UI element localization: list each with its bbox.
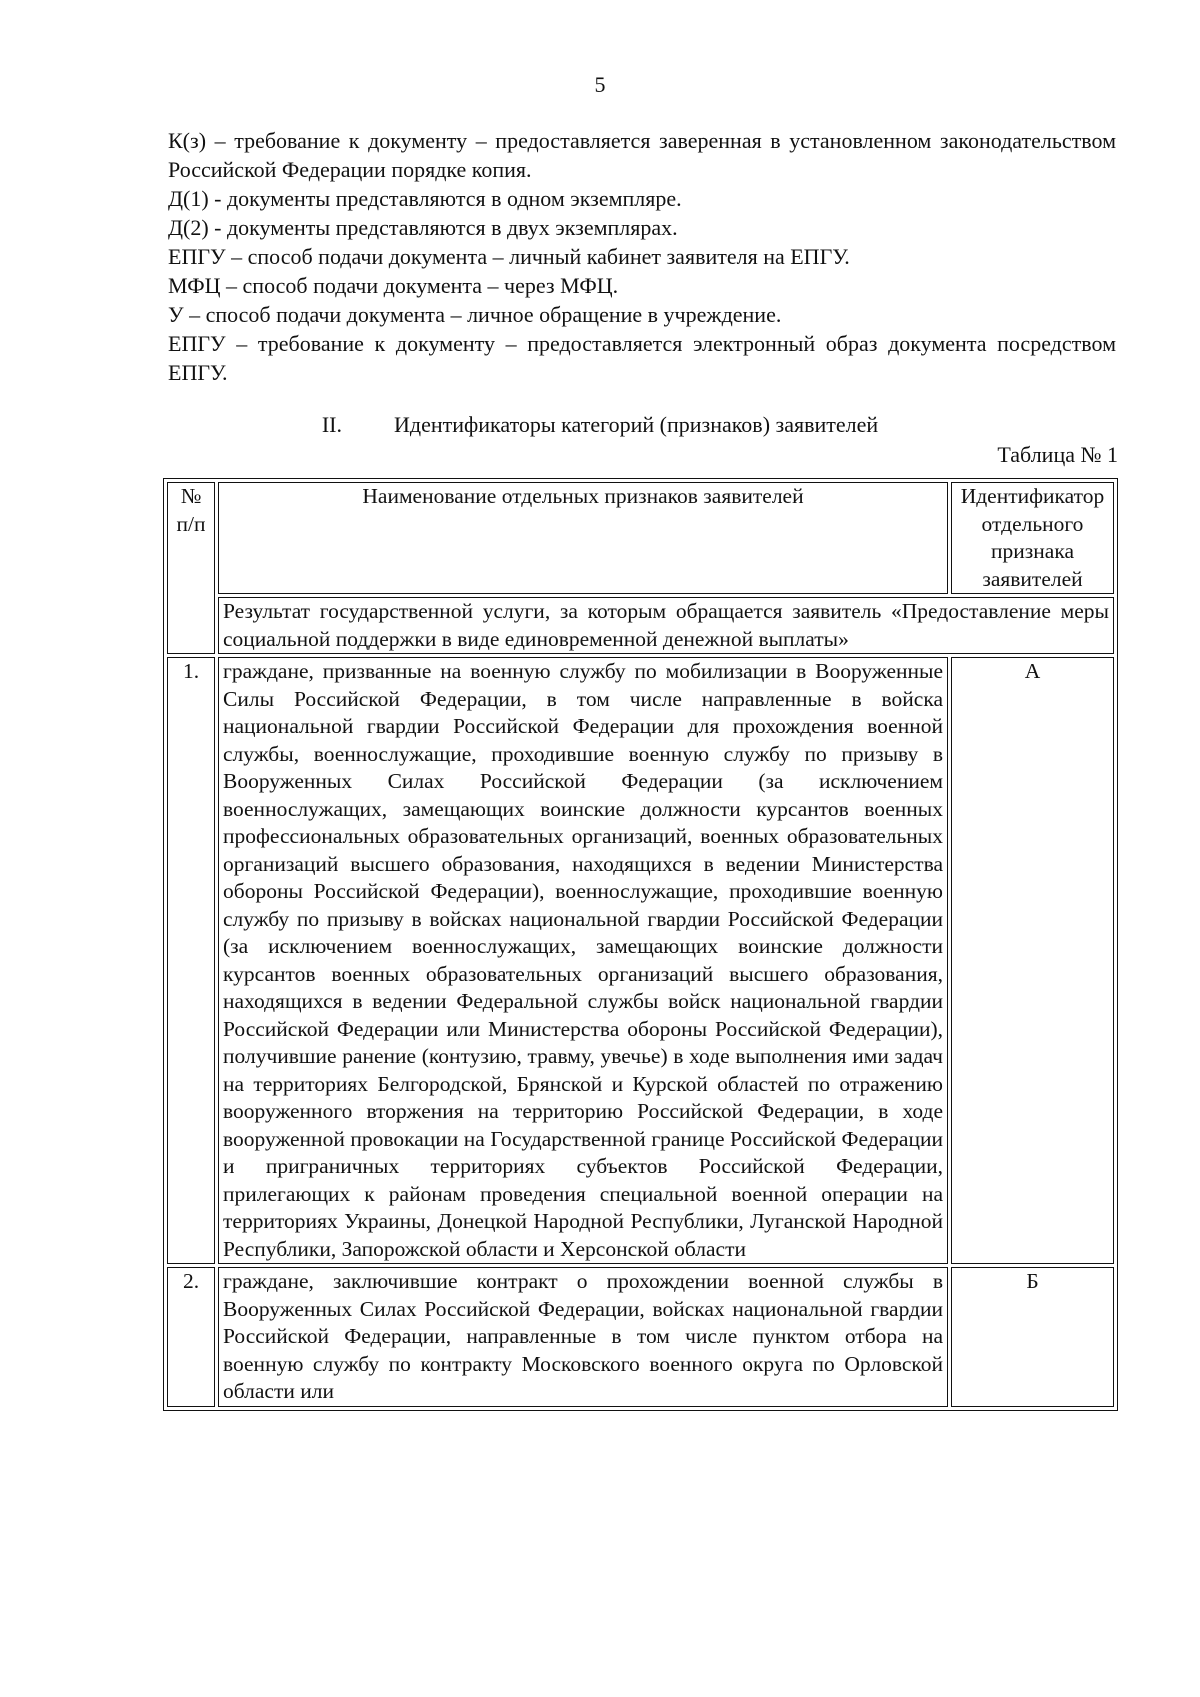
row-description: граждане, призванные на военную службу по мобилизации в Вооруженные Силы Российской Федерации, в том числе направленные в войска национальной гвардии Российской Федерации для прохождения военной службы, военнослужащие, проходившие военную службу по призыву в Вооруженных Силах Российской Федерации (за исключением военнослужащих, замещающих воинские должности курсантов военных профессиональных образовательных организаций, военных образовательных организаций высшего образования, находящихся в ведении Министерства обороны Российской Федерации), военнослужащие, проходившие военную службу по призыву в войсках национальной гвардии Российской Федерации (за исключением военнослужащих, замещающих воинские должности курсантов военных образовательных организаций высшего образования, находящихся в ведении Федеральной службы войск национальной гвардии Российской Федерации или Министерства обороны Российской Федерации), получившие ранение (контузию, травму, увечье) в ходе выполнения ими задач на территориях Белгородской, Брянской и Курской областей по отражению вооруженного вторжения на территорию Российской Федерации, в ходе вооруженной провокации на Государственной границе Российской Федерации и приграничных территориях субъектов Российской Федерации, прилегающих к районам проведения специальной военной операции на территориях Украины, Донецкой Народной Республики, Луганской Народной Республики, Запорожской области и Херсонской области bbox=[218, 657, 948, 1264]
row-description: граждане, заключившие контракт о прохождении военной службы в Вооруженных Силах Российской Федерации, войсках национальной гвардии Российской Федерации, направленные в том числе пунктом отбора на военную службу по контракту Московского военного округа по Орловской области или bbox=[218, 1267, 948, 1407]
abbreviation-legend bbox=[168, 126, 1116, 387]
legend-item: МФЦ – способ подачи документа – через МФЦ. bbox=[168, 273, 619, 298]
row-number: 1. bbox=[167, 657, 215, 1264]
table-caption: Таблица № 1 bbox=[997, 442, 1118, 467]
legend-item: Д(2) - документы представляются в двух экземплярах. bbox=[168, 215, 678, 240]
header-name: Наименование отдельных признаков заявителей bbox=[218, 482, 948, 594]
result-description: Результат государственной услуги, за которым обращается заявитель «Предоставление меры социальной поддержки в виде единовременной денежной выплаты» bbox=[218, 597, 1114, 654]
applicant-categories-table bbox=[163, 478, 1118, 1411]
row-identifier: Б bbox=[951, 1267, 1114, 1407]
table-row bbox=[167, 1267, 1114, 1407]
legend-item: ЕПГУ – требование к документу – предоставляется электронный образ документа посредством ЕПГУ. bbox=[168, 331, 1116, 385]
row-identifier: А bbox=[951, 657, 1114, 1264]
table-header-row bbox=[167, 482, 1114, 594]
page-number: 5 bbox=[594, 72, 606, 97]
legend-item: К(з) – требование к документу – предоставляется заверенная в установленном законодательством Российской Федерации порядке копия. bbox=[168, 128, 1116, 182]
legend-item: ЕПГУ – способ подачи документа – личный кабинет заявителя на ЕПГУ. bbox=[168, 244, 850, 269]
section-title: Идентификаторы категорий (признаков) заявителей bbox=[393, 412, 879, 437]
result-row bbox=[167, 597, 1114, 654]
table-row bbox=[167, 657, 1114, 1264]
section-number: II. bbox=[321, 412, 342, 437]
header-identifier: Идентификатор отдельного признака заявителей bbox=[951, 482, 1114, 594]
legend-item: У – способ подачи документа – личное обращение в учреждение. bbox=[168, 302, 782, 327]
legend-item: Д(1) - документы представляются в одном экземпляре. bbox=[168, 186, 682, 211]
header-num: № п/п bbox=[167, 482, 215, 654]
row-number: 2. bbox=[167, 1267, 215, 1407]
section-heading bbox=[0, 412, 1200, 438]
